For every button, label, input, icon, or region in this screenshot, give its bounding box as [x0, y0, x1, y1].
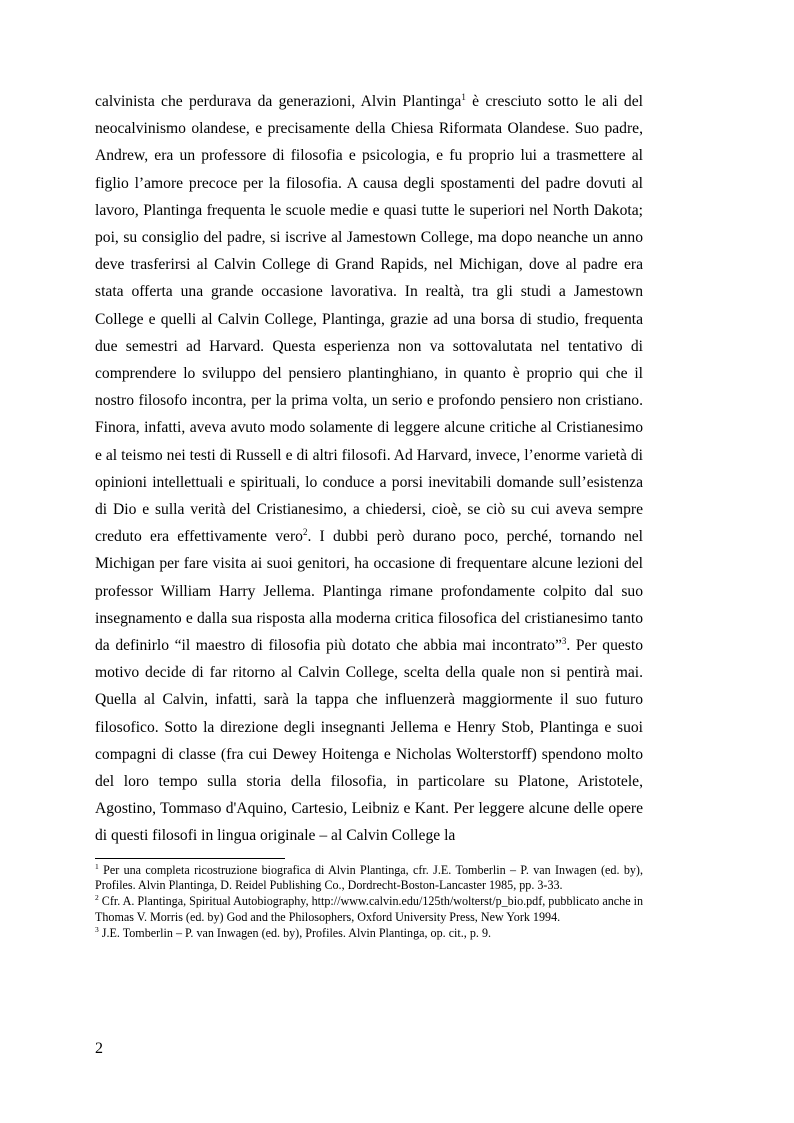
footnote-number: 1	[95, 861, 99, 871]
footnote-2	[95, 894, 643, 926]
footnote-text: Cfr. A. Plantinga, Spiritual Autobiography, http://www.calvin.edu/125th/wolterst/p_bio.pdf, pubblicato anche in Thomas V. Morris (ed. by) God and the Philosophers, Oxford University Press, New York 1994.	[95, 894, 644, 925]
footnote-ref-1[interactable]: 1	[461, 91, 466, 102]
footnote-ref-2[interactable]: 2	[302, 527, 308, 538]
text-segment: è cresciuto sotto le ali del neocalvinismo olandese, e precisamente della Chiesa Riformata Olandese. Suo padre, Andrew, era un professore di filosofia e psicologia, e fu proprio lui a trasmettere al figlio l’amore precoce per la filosofia. A causa degli spostamenti del padre dovuti al lavoro, Plantinga frequenta le scuole medie e quasi tutte le superiori nel North Dakota; poi, su consiglio del padre, si iscrive al Jamestown College, ma dopo neanche un anno deve trasferirsi al Calvin College di Grand Rapids, nel Michigan, dove al padre era stata offerta una grande occasione lavorativa. In realtà, tra gli studi a Jamestown College e quelli al Calvin College, Plantinga, grazie ad una borsa di studio, frequenta due semestri ad Harvard. Questa esperienza non va sottovalutata nel tentativo di comprendere lo sviluppo del pensiero plantinghiano, in quanto è proprio qui che il nostro filosofo incontra, per la prima volta, un serio e profondo pensiero non cristiano. Finora, infatti, aveva avuto modo solamente di leggere alcune critiche al Cristianesimo e al teismo nei testi di Russell e di altri filosofi. Ad Harvard, invece, l’enorme varietà di opinioni intellettuali e spirituali, lo conduce a porsi inevitabili domande sull’esistenza di Dio e sulla verità del Cristianesimo, a chiedersi, cioè, se ciò su cui aveva sempre creduto era effettivamente vero	[95, 93, 643, 546]
text-segment: . Per questo motivo decide di far ritorno al Calvin College, scelta della quale non si pentirà mai. Quella al Calvin, infatti, sarà la tappa che influenzerà maggiormente il suo futuro filosofico. Sotto la direzione degli insegnanti Jellema e Henry Stob, Plantinga e suoi compagni di classe (fra cui Dewey Hoitenga e Nicholas Wolterstorff) spendono molto del loro tempo sulla storia della filosofia, in particolare su Platone, Aristotele, Agostino, Tommaso d'Aquino, Cartesio, Leibniz e Kant. Per leggere alcune delle opere di questi filosofi in lingua originale – al Calvin College la	[95, 637, 643, 845]
main-paragraph	[95, 88, 643, 850]
footnotes	[95, 863, 643, 942]
footnote-text: Per una completa ricostruzione biografica di Alvin Plantinga, cfr. J.E. Tomberlin – P. van Inwagen (ed. by), Profiles. Alvin Plantinga, D. Reidel Publishing Co., Dordrecht-Boston-Lancaster 1985, pp. 3-33.	[95, 862, 643, 893]
footnote-ref-3[interactable]: 3	[561, 635, 567, 646]
footnote-1	[95, 863, 643, 895]
paragraph	[95, 88, 643, 850]
text-segment: . I dubbi però durano poco, perché, tornando nel Michigan per fare visita ai suoi genitori, ha occasione di frequentare alcune lezioni del professor William Harry Jellema. Plantinga rimane profondamente colpito dal suo insegnamento e dalla sua risposta alla moderna critica filosofica del cristianesimo tanto da definirlo “il maestro di filosofia più dotato che abbia mai incontrato”	[95, 528, 643, 655]
footnote-number: 2	[95, 893, 99, 903]
footnote-text: J.E. Tomberlin – P. van Inwagen (ed. by), Profiles. Alvin Plantinga, op. cit., p. 9.	[98, 925, 492, 940]
footnote-number: 3	[95, 924, 99, 934]
footnote-divider	[95, 858, 285, 859]
page-content	[95, 88, 643, 942]
page-number: 2	[95, 1040, 103, 1057]
footnote-3	[95, 926, 643, 942]
text-segment: calvinista che perdurava da generazioni, Alvin Plantinga	[95, 93, 462, 110]
